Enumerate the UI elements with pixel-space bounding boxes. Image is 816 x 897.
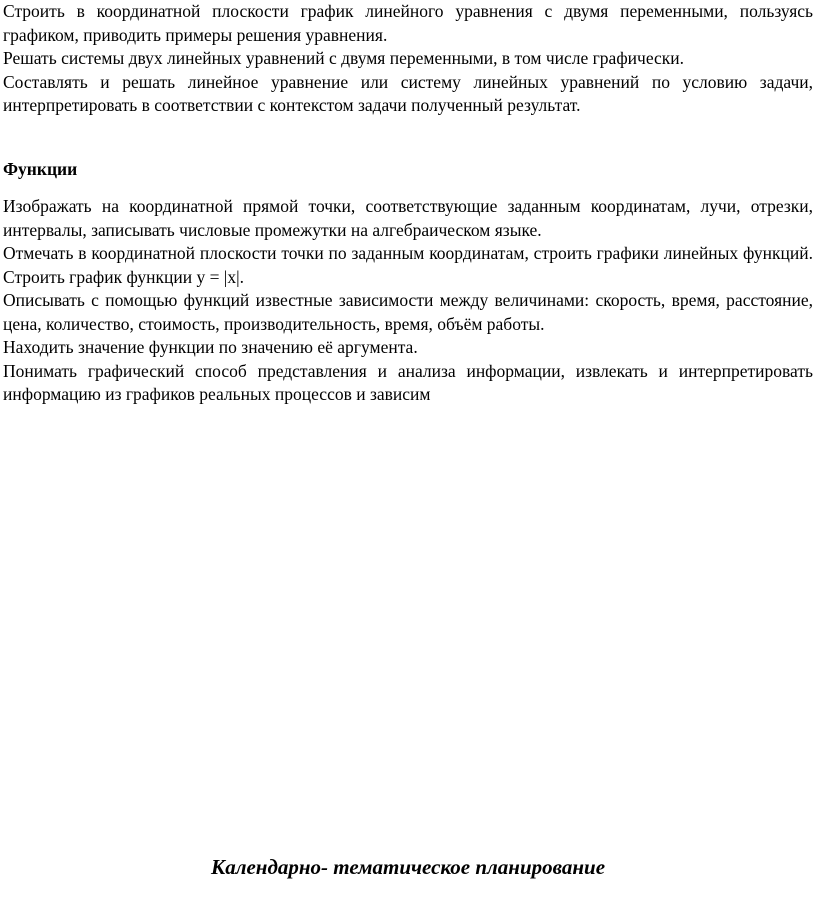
intro-paragraph-graph: Строить в координатной плоскости график линейного уравнения с двумя переменными, пользуясь графиком, приводить примеры решения уравнения. bbox=[3, 1, 813, 45]
intro-paragraph-systems: Решать системы двух линейных уравнений с двумя переменными, в том числе графически. bbox=[3, 48, 685, 68]
functions-paragraph-number-line: Изображать на координатной прямой точки, соответствующие заданным координатам, лучи, отрезки, интервалы, записывать числовые промежутки на алгебраическом языке. bbox=[3, 196, 813, 240]
functions-paragraph-graph-analysis: Понимать графический способ представления и анализа информации, извлекать и интерпретировать информацию из графиков реальных процессов и зависим bbox=[3, 360, 813, 404]
intro-section bbox=[3, 0, 813, 118]
functions-paragraph-argument: Находить значение функции по значению её аргумента. bbox=[3, 337, 418, 357]
calendar-planning-heading: Календарно- тематическое планирование bbox=[210, 855, 606, 879]
intro-paragraph-word-problems: Составлять и решать линейное уравнение или систему линейных уравнений по условию задачи, интерпретировать в соответствии с контекстом задачи полученный результат. bbox=[3, 71, 813, 115]
functions-paragraph-dependencies: Описывать с помощью функций известные зависимости между величинами: скорость, время, расстояние, цена, количество, стоимость, производительность, время, объём работы. bbox=[3, 290, 813, 334]
functions-heading: Функции bbox=[3, 159, 78, 179]
functions-section bbox=[3, 195, 813, 407]
functions-paragraph-plotting: Отмечать в координатной плоскости точки по заданным координатам, строить графики линейных функций. Строить график функции y = |x|. bbox=[3, 243, 813, 287]
